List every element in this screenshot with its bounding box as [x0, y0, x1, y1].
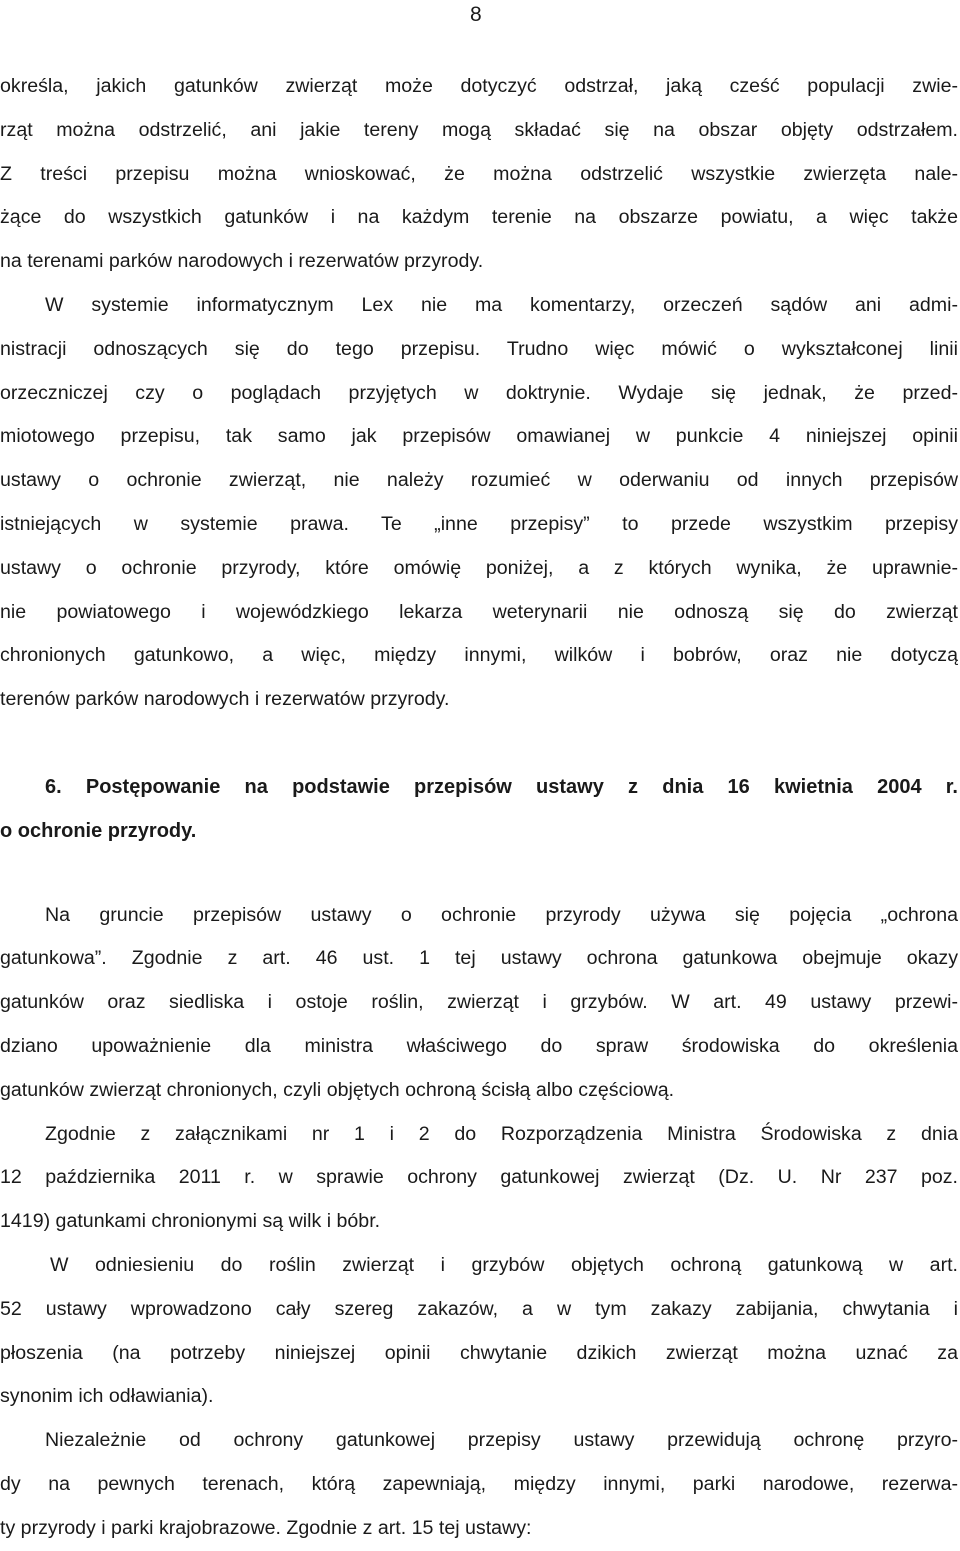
page-number: 8: [470, 3, 482, 26]
text-line: W systemie informatycznym Lex nie ma komentarzy, orzeczeń sądów ani admi-: [45, 293, 958, 316]
spacer: [0, 854, 958, 894]
paragraph: [0, 65, 958, 284]
text-line: 1419) gatunkami chronionymi są wilk i bóbr.: [0, 1210, 381, 1233]
text-line: żące do wszystkich gatunków i na każdym terenie na obszarze powiatu, a więc także: [0, 206, 958, 229]
paragraph: [0, 894, 958, 1113]
text-line: Na gruncie przepisów ustawy o ochronie przyrody używa się pojęcia „ochrona: [45, 903, 958, 926]
text-line: synonim ich odławiania).: [0, 1385, 214, 1408]
text-line: nie powiatowego i wojewódzkiego lekarza weterynarii nie odnoszą się do zwierząt: [0, 600, 958, 623]
text-line: chronionych gatunkowo, a więc, między innymi, wilków i bobrów, oraz nie dotyczą: [0, 644, 958, 667]
text-line: nistracji odnoszących się do tego przepisu. Trudno więc mówić o wykształconej linii: [0, 337, 958, 360]
text-line: gatunków oraz siedliska i ostoje roślin, zwierząt i grzybów. W art. 49 ustawy przewi-: [0, 991, 958, 1014]
text-line: 12 października 2011 r. w sprawie ochrony gatunkowej zwierząt (Dz. U. Nr 237 poz.: [0, 1166, 958, 1189]
text-line: określa, jakich gatunków zwierząt może dotyczyć odstrzał, jaką cześć populacji zwie-: [0, 75, 958, 97]
text-line: ustawy o ochronie przyrody, które omówię poniżej, a z których wynika, że uprawnie-: [0, 556, 958, 579]
document-body: [0, 65, 958, 1551]
text-line: Z treści przepisu można wnioskować, że można odstrzelić wszystkie zwierzęta nale-: [0, 162, 958, 185]
text-line: 52 ustawy wprowadzono cały szereg zakazów, a w tym zakazy zabijania, chwytania i: [0, 1297, 958, 1320]
text-line: Zgodnie z załącznikami nr 1 i 2 do Rozporządzenia Ministra Środowiska z dnia: [45, 1122, 958, 1145]
text-line: rząt można odstrzelić, ani jakie tereny mogą składać się na obszar objęty odstrzałem.: [0, 118, 958, 141]
text-line: terenów parków narodowych i rezerwatów przyrody.: [0, 688, 450, 711]
text-line: na terenami parków narodowych i rezerwatów przyrody.: [0, 250, 484, 273]
text-line: gatunkowa”. Zgodnie z art. 46 ust. 1 tej ustawy ochrona gatunkowa obejmuje okazy: [0, 947, 958, 970]
paragraph: [0, 1244, 958, 1419]
heading-line: 6. Postępowanie na podstawie przepisów ustawy z dnia 16 kwietnia 2004 r.: [45, 775, 958, 798]
heading-line: o ochronie przyrody.: [0, 819, 197, 842]
text-line: dy na pewnych terenach, którą zapewniają, między innymi, parki narodowe, rezerwa-: [0, 1472, 958, 1495]
section-heading: [0, 766, 958, 854]
text-line: miotowego przepisu, tak samo jak przepisów omawianej w punkcie 4 niniejszej opinii: [0, 425, 958, 448]
text-line: ustawy o ochronie zwierząt, nie należy rozumieć w oderwaniu od innych przepisów: [0, 469, 958, 492]
spacer: [0, 722, 958, 766]
text-line: płoszenia (na potrzeby niniejszej opinii chwytanie dzikich zwierząt można uznać za: [0, 1341, 958, 1364]
text-line: Niezależnie od ochrony gatunkowej przepisy ustawy przewidują ochronę przyro-: [45, 1429, 958, 1452]
text-line: ty przyrody i parki krajobrazowe. Zgodnie z art. 15 tej ustawy:: [0, 1516, 532, 1539]
paragraph: [0, 1419, 958, 1550]
text-line: dziano upoważnienie dla ministra właściwego do spraw środowiska do określenia: [0, 1034, 958, 1057]
text-line: istniejących w systemie prawa. Te „inne przepisy” to przede wszystkim przepisy: [0, 512, 958, 535]
text-line: W odniesieniu do roślin zwierząt i grzybów objętych ochroną gatunkową w art.: [50, 1253, 958, 1276]
text-line: gatunków zwierząt chronionych, czyli objętych ochroną ścisłą albo częściową.: [0, 1078, 675, 1101]
paragraph: [0, 1113, 958, 1244]
paragraph: [0, 284, 958, 722]
text-line: orzeczniczej czy o poglądach przyjętych w doktrynie. Wydaje się jednak, że przed-: [0, 381, 958, 404]
